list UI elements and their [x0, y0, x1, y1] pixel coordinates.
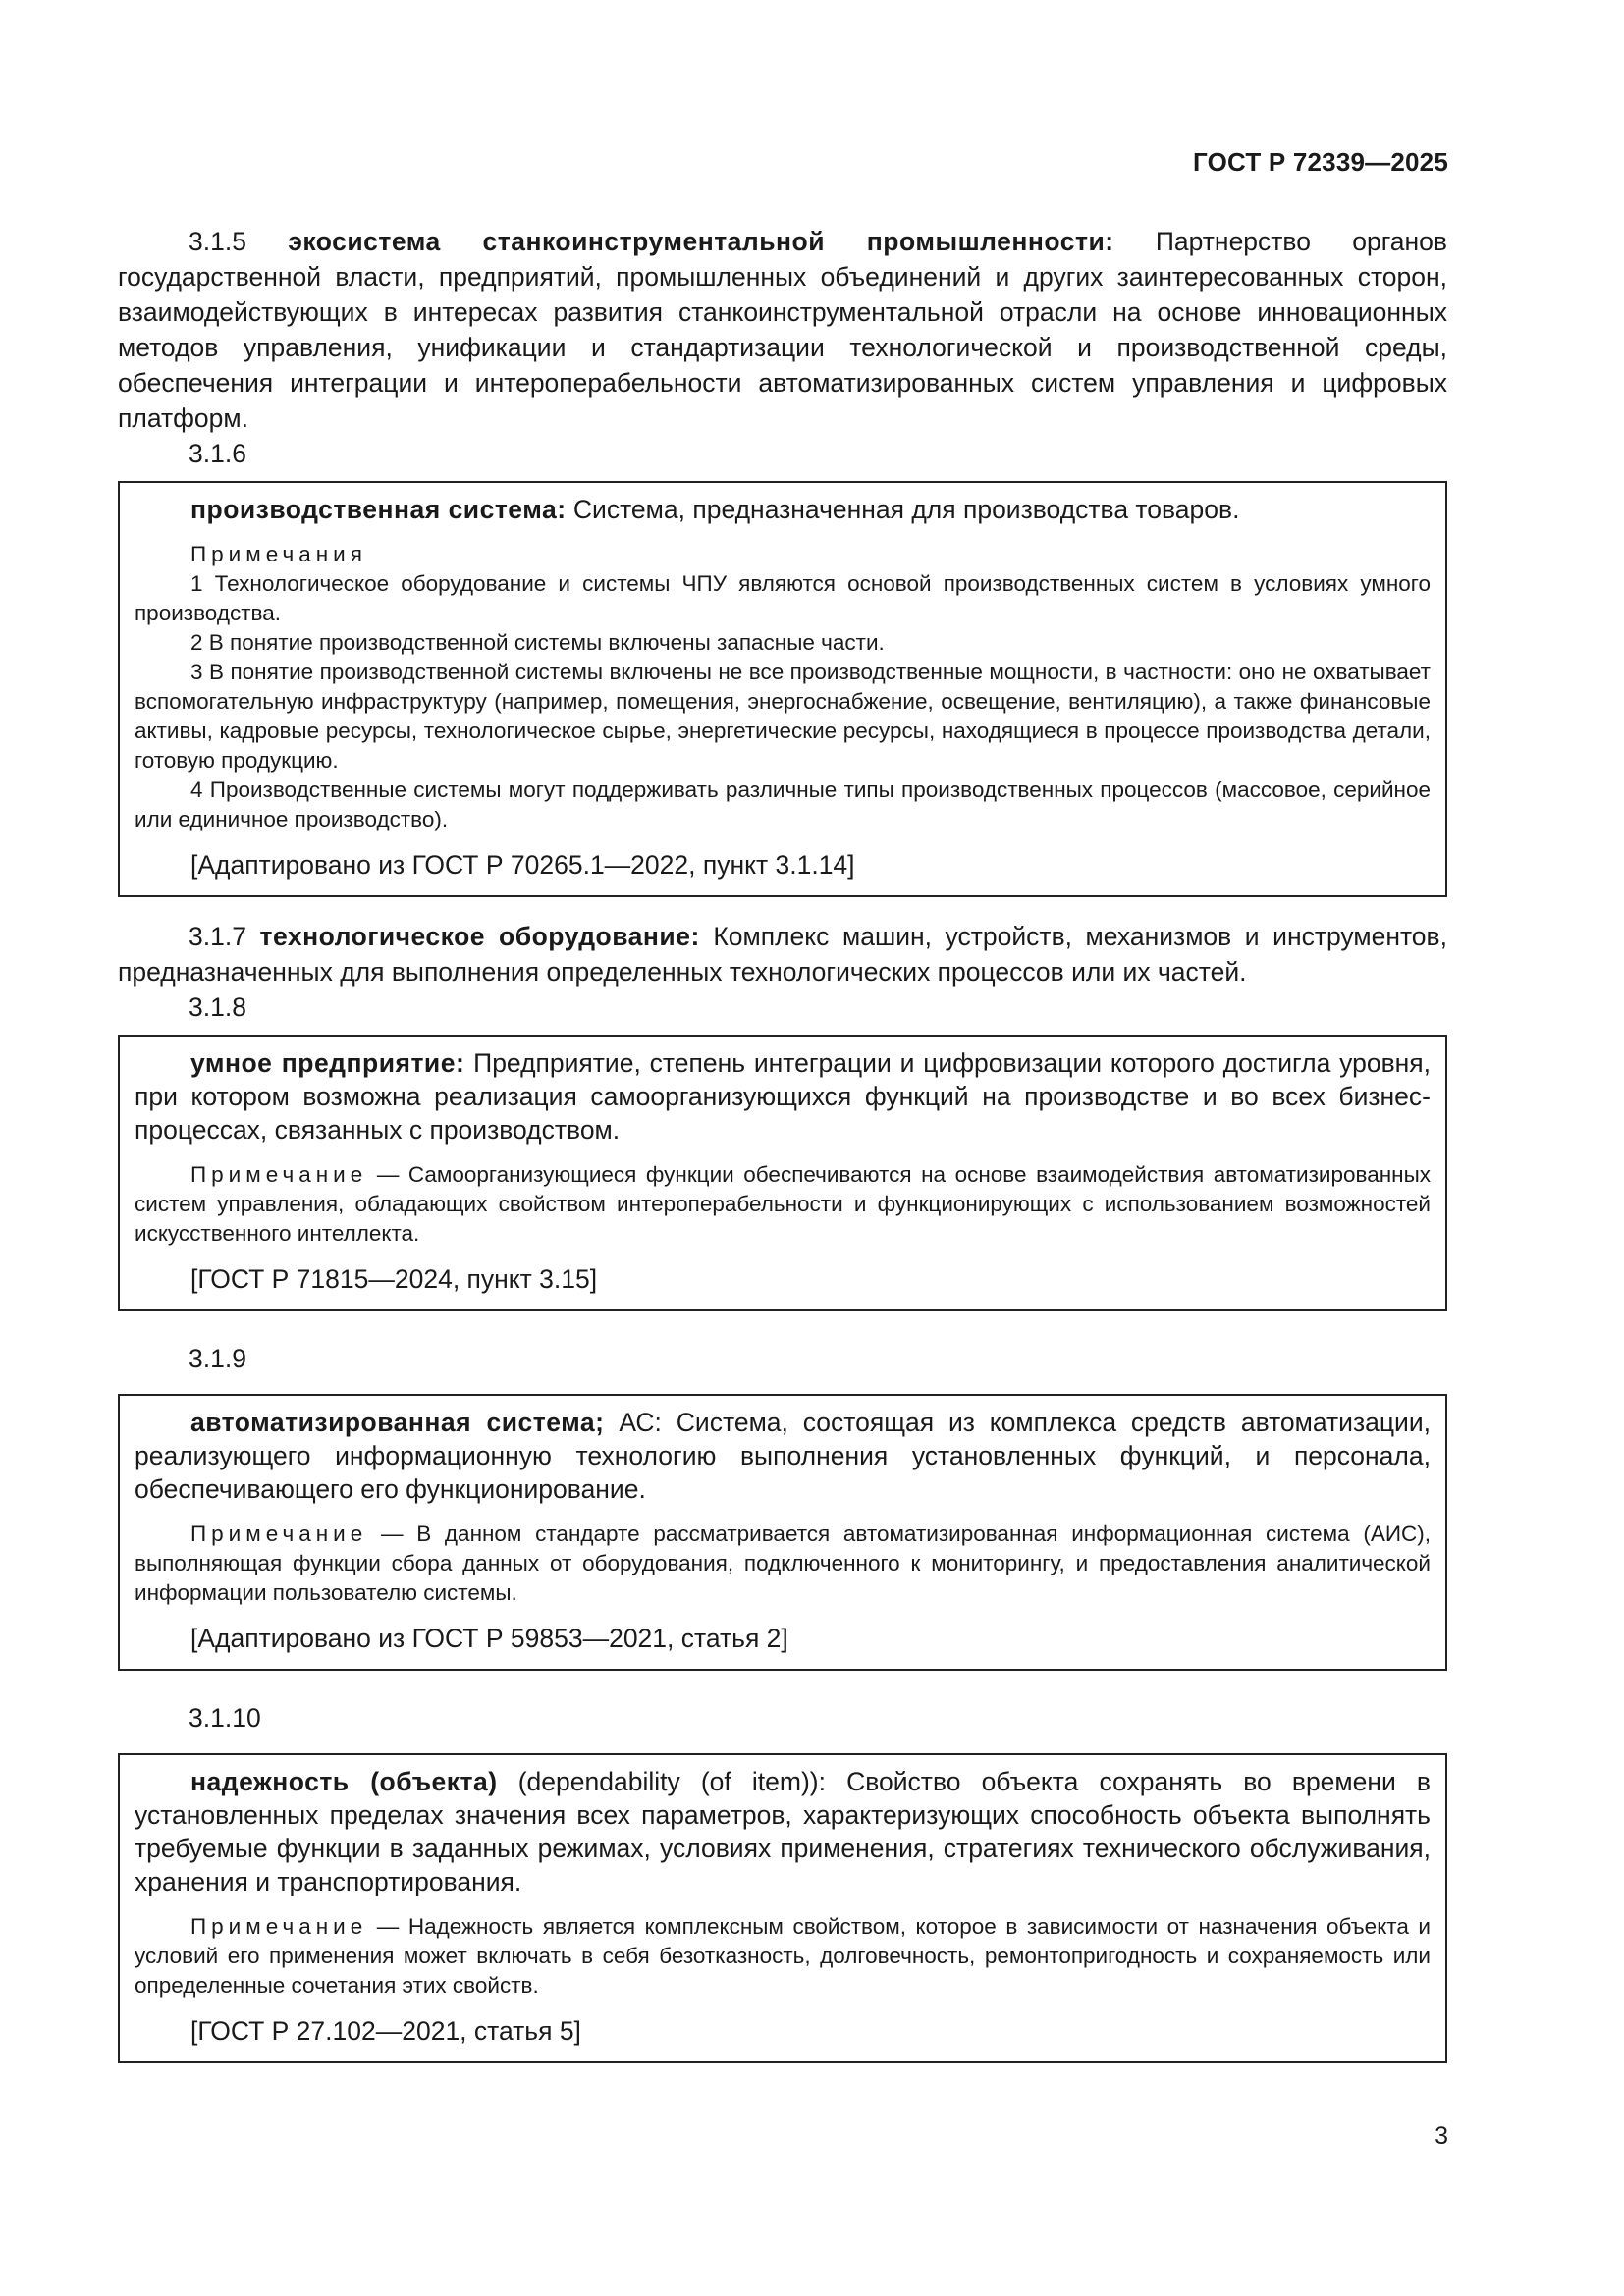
note [135, 1520, 1431, 1608]
note [135, 1912, 1431, 2001]
note-text: — Самоорганизующиеся функции обеспечиваются на основе взаимодействия автоматизированных систем управления, обладающих свойством интероперабельности и функционирующих с использованием возможностей искусственного интеллекта. [135, 1162, 1431, 1246]
note-text: — Надежность является комплексным свойством, которое в зависимости от назначения объекта и условий его применения может включать в себя безотказность, долговечность, ремонтопригодность и сохраняемость или определенные сочетания этих свойств. [135, 1914, 1431, 1998]
document-code: ГОСТ Р 72339—2025 [1193, 147, 1448, 177]
note [135, 1160, 1431, 1249]
definition: Система, предназначенная для производства товаров. [572, 495, 1240, 524]
definition-line [135, 1765, 1431, 1898]
definition: Свойство объекта сохранять во времени в установленных пределах значения всех параметров, характеризующих способность объекта выполнять требуемые функции в заданных режимах, условиях применения, стратегиях технического обслуживания, хранения и транспортирования. [135, 1767, 1432, 1896]
term: автоматизированная система; [190, 1408, 605, 1437]
term-box-production-system [118, 481, 1447, 897]
source-reference: [Адаптировано из ГОСТ Р 59853—2021, статья 2] [190, 1624, 788, 1653]
note-label: Примечание [190, 1914, 368, 1939]
abbreviation: АС: [619, 1408, 662, 1437]
section-3-1-5 [118, 224, 1447, 436]
page-content [118, 224, 1447, 2063]
definition: Система, состоящая из комплекса средств автоматизации, реализующего информационную технологию выполнения установленных функций, и персонала, обеспечивающего его функционирование. [135, 1408, 1432, 1504]
note-item: 1 Технологическое оборудование и системы ЧПУ являются основой производственных систем в условиях умного производства. [135, 571, 1431, 625]
source-reference: [Адаптировано из ГОСТ Р 70265.1—2022, пункт 3.1.14] [190, 850, 855, 880]
source-reference: [ГОСТ Р 27.102—2021, статья 5] [190, 2016, 581, 2046]
term: технологическое оборудование: [259, 922, 700, 951]
note-item: 3 В понятие производственной системы включены не все производственные мощности, в частности: оно не охватывает вспомогательную инфраструктуру (например, помещения, энергоснабжение, освещение, вентиляцию), а также финансовые активы, кадровые ресурсы, технологическое сырье, энергетические ресурсы, находящиеся в процессе производства детали, готовую продукцию. [135, 660, 1431, 773]
note-label: Примечание [190, 1522, 368, 1546]
term: умное предприятие: [190, 1048, 465, 1078]
source-reference: [ГОСТ Р 71815—2024, пункт 3.15] [190, 1264, 598, 1294]
definition: Предприятие, степень интеграции и цифровизации которого достигла уровня, при котором возможна реализация самоорганизующихся функций на производстве и во всех бизнес-процессах, связанных с производством. [135, 1048, 1431, 1145]
definition-line [135, 1046, 1431, 1147]
note-label: Примечание [190, 1162, 368, 1187]
term: производственная система: [190, 495, 567, 524]
section-number-3-1-10: 3.1.10 [189, 1703, 261, 1733]
term-box-automated-system [118, 1394, 1447, 1671]
section-3-1-7 [118, 919, 1447, 989]
term-box-smart-enterprise [118, 1035, 1447, 1311]
note-item: 4 Производственные системы могут поддерживать различные типы производственных процессов (массовое, серийное или единичное производство). [135, 777, 1431, 831]
term: надежность (объекта) [190, 1767, 498, 1796]
definition-line [135, 1406, 1431, 1506]
notes-heading: Примечания [190, 542, 367, 566]
english-equivalent: (dependability (of item)): [517, 1767, 826, 1796]
note-text: — В данном стандарте рассматривается автоматизированная информационная система (АИС), выполняющая функции сбора данных от оборудования, подключенного к мониторингу, и предоставления аналитической информации пользователю системы. [135, 1522, 1431, 1605]
page-number: 3 [1435, 2122, 1448, 2150]
section-number-3-1-6: 3.1.6 [189, 439, 246, 468]
definition-line [135, 493, 1431, 526]
term-box-dependability [118, 1753, 1447, 2063]
section-number: 3.1.7 [189, 922, 246, 951]
note-item: 2 В понятие производственной системы включены запасные части. [190, 630, 885, 655]
term: экосистема станкоинструментальной промышленности: [288, 227, 1114, 256]
section-number-3-1-8: 3.1.8 [189, 992, 246, 1022]
section-number: 3.1.5 [189, 227, 246, 256]
definition: Партнерство органов государственной власти, предприятий, промышленных объединений и других заинтересованных сторон, взаимодействующих в интересах развития станкоинструментальной отрасли на основе инновационных методов управления, унификации и стандартизации технологической и производственной среды, обеспечения интеграции и интероперабельности автоматизированных систем управления и цифровых платформ. [118, 227, 1447, 433]
section-number-3-1-9: 3.1.9 [189, 1344, 246, 1373]
definition: Комплекс машин, устройств, механизмов и инструментов, предназначенных для выполнения определенных технологических процессов или их частей. [118, 922, 1447, 987]
